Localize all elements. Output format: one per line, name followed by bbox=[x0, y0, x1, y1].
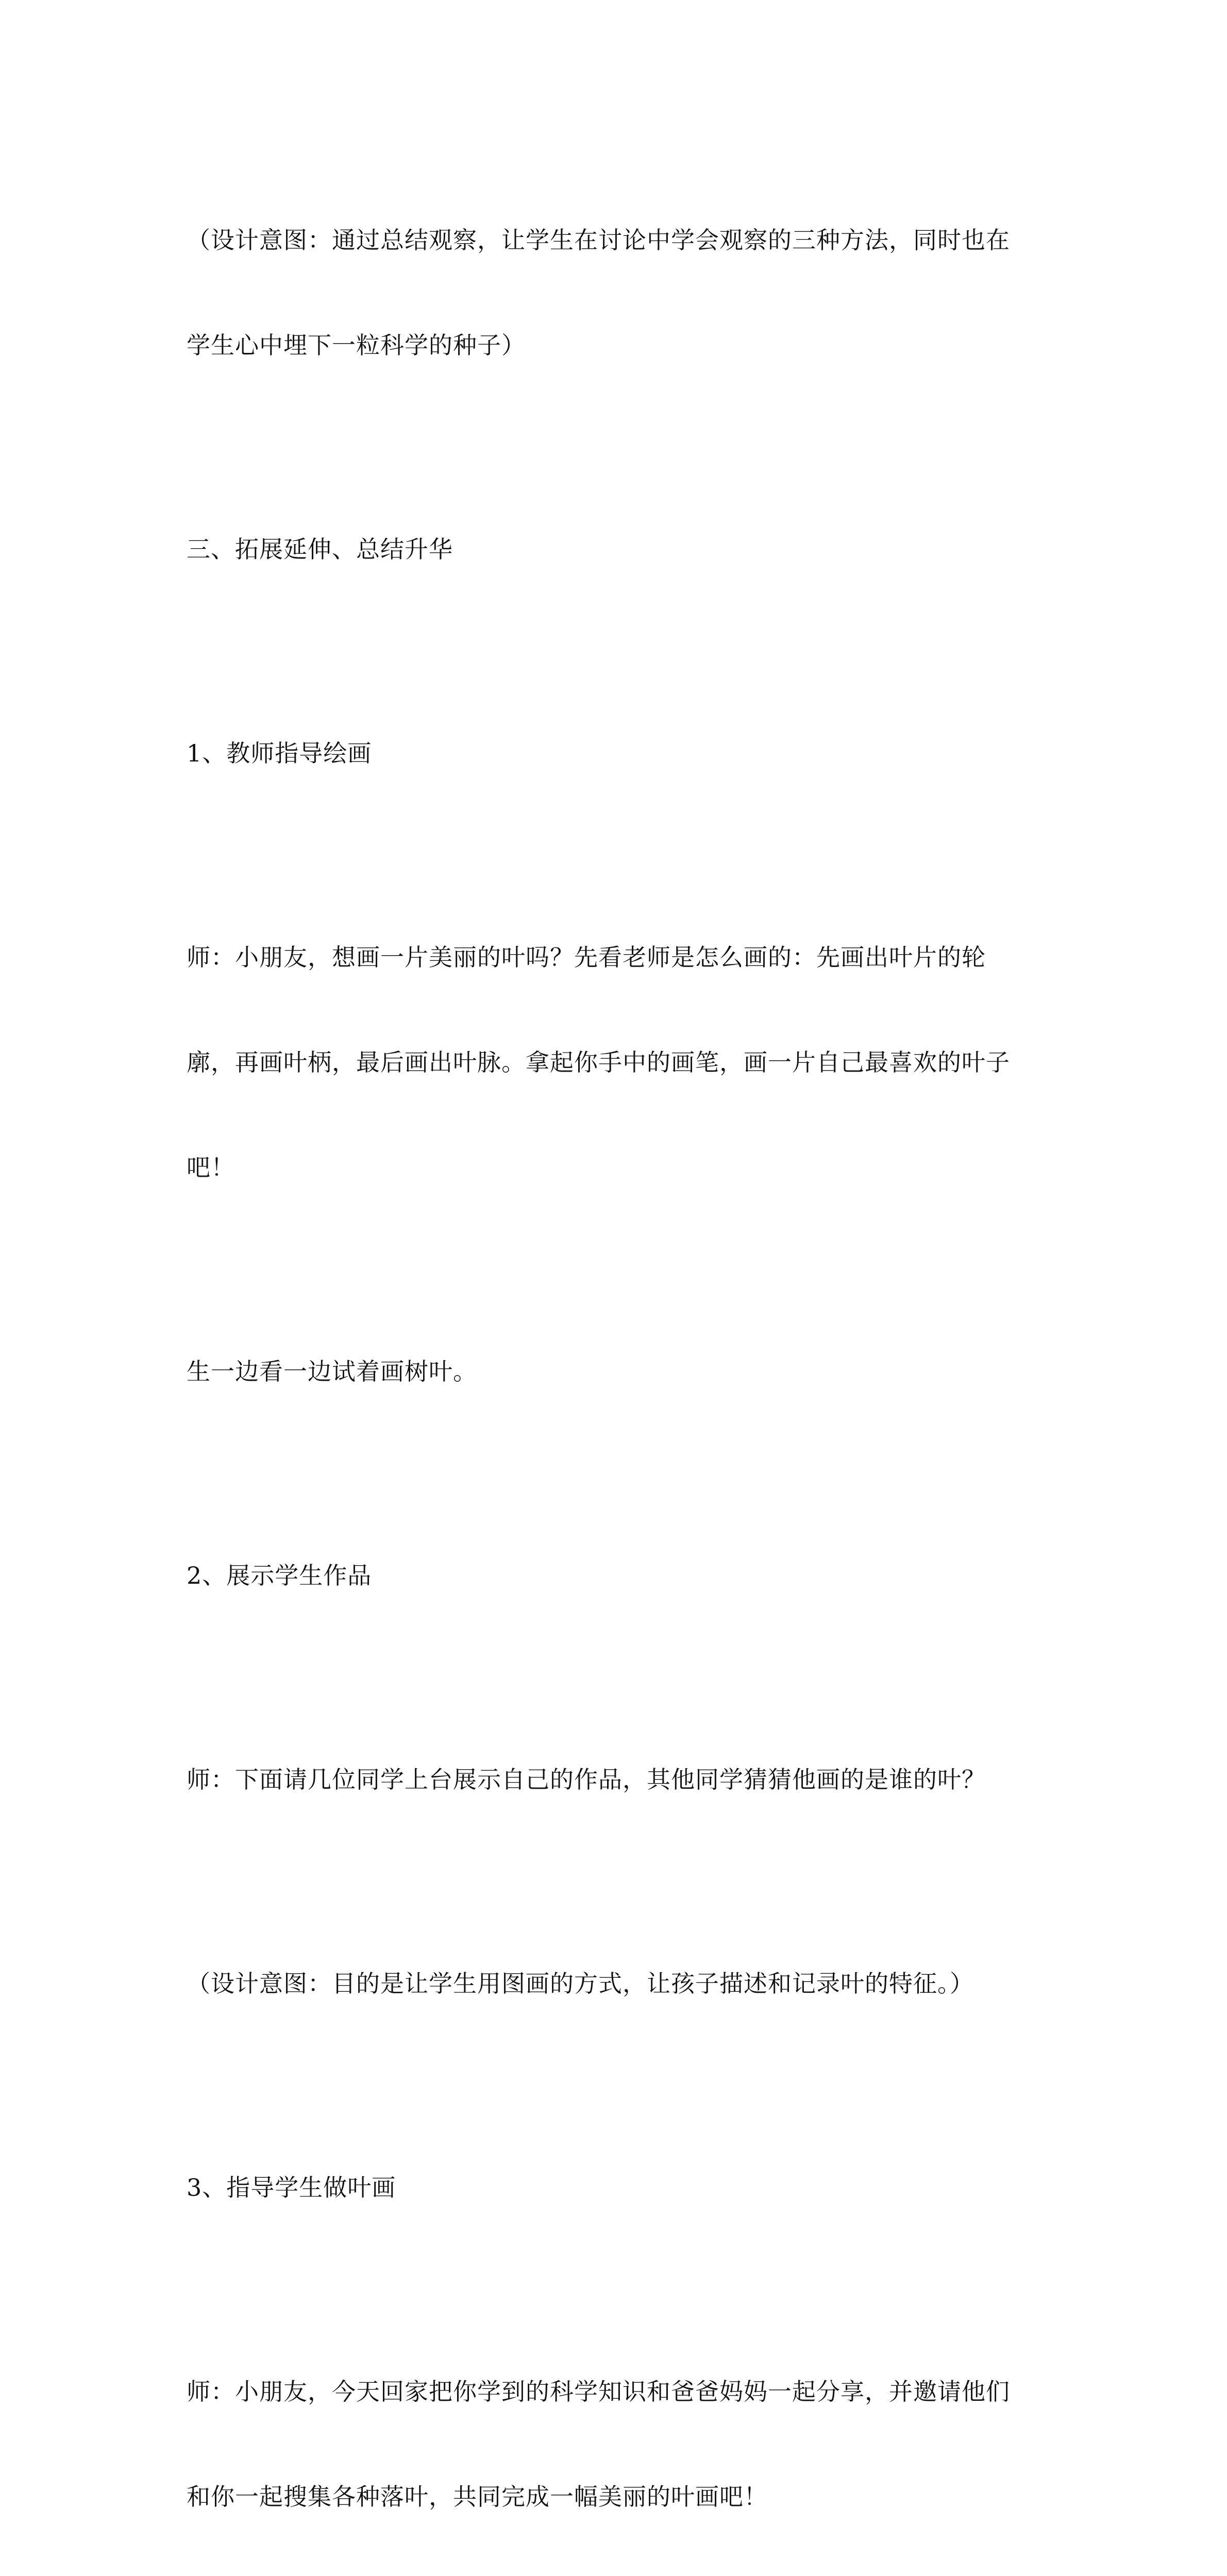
text-line: 1、教师指导绘画 bbox=[187, 739, 372, 767]
text-line: 廓，再画叶柄，最后画出叶脉。拿起你手中的画笔，画一片自己最喜欢的叶子 bbox=[187, 1048, 1010, 1076]
step-heading bbox=[187, 666, 1042, 841]
text-line: 三、拓展延伸、总结升华 bbox=[187, 535, 453, 563]
document-body bbox=[187, 152, 1042, 2576]
text-line: （设计意图：通过总结观察，让学生在讨论中学会观察的三种方法，同时也在 bbox=[187, 226, 1010, 254]
text-line: （设计意图：目的是让学生用图画的方式，让孩子描述和记录叶的特征。） bbox=[187, 1970, 974, 1997]
text-line: 3、指导学生做叶画 bbox=[187, 2174, 396, 2201]
text-line: 2、展示学生作品 bbox=[187, 1562, 372, 1589]
text-line: 师：小朋友，想画一片美丽的叶吗？先看老师是怎么画的：先画出叶片的轮 bbox=[187, 943, 986, 971]
section-heading bbox=[187, 462, 1042, 637]
step-heading bbox=[187, 2100, 1042, 2275]
text-line: 师：下面请几位同学上台展示自己的作品，其他同学猜猜他画的是谁的叶？ bbox=[187, 1766, 986, 1793]
teacher-dialogue-paragraph bbox=[187, 1692, 1042, 1867]
text-line: 吧！ bbox=[187, 1154, 235, 1181]
text-line: 学生心中埋下一粒科学的种子） bbox=[187, 331, 526, 359]
text-line: 和你一起搜集各种落叶，共同完成一幅美丽的叶画吧！ bbox=[187, 2483, 768, 2511]
design-intent-paragraph bbox=[187, 1896, 1042, 2071]
teacher-dialogue-paragraph bbox=[187, 870, 1042, 1255]
text-line: 师：小朋友，今天回家把你学到的科学知识和爸爸妈妈一起分享，并邀请他们 bbox=[187, 2378, 1010, 2405]
design-intent-paragraph bbox=[187, 152, 1042, 433]
step-heading bbox=[187, 1488, 1042, 1663]
student-activity-paragraph bbox=[187, 1284, 1042, 1459]
text-line: 生一边看一边试着画树叶。 bbox=[187, 1358, 477, 1385]
teacher-dialogue-paragraph bbox=[187, 2304, 1042, 2576]
